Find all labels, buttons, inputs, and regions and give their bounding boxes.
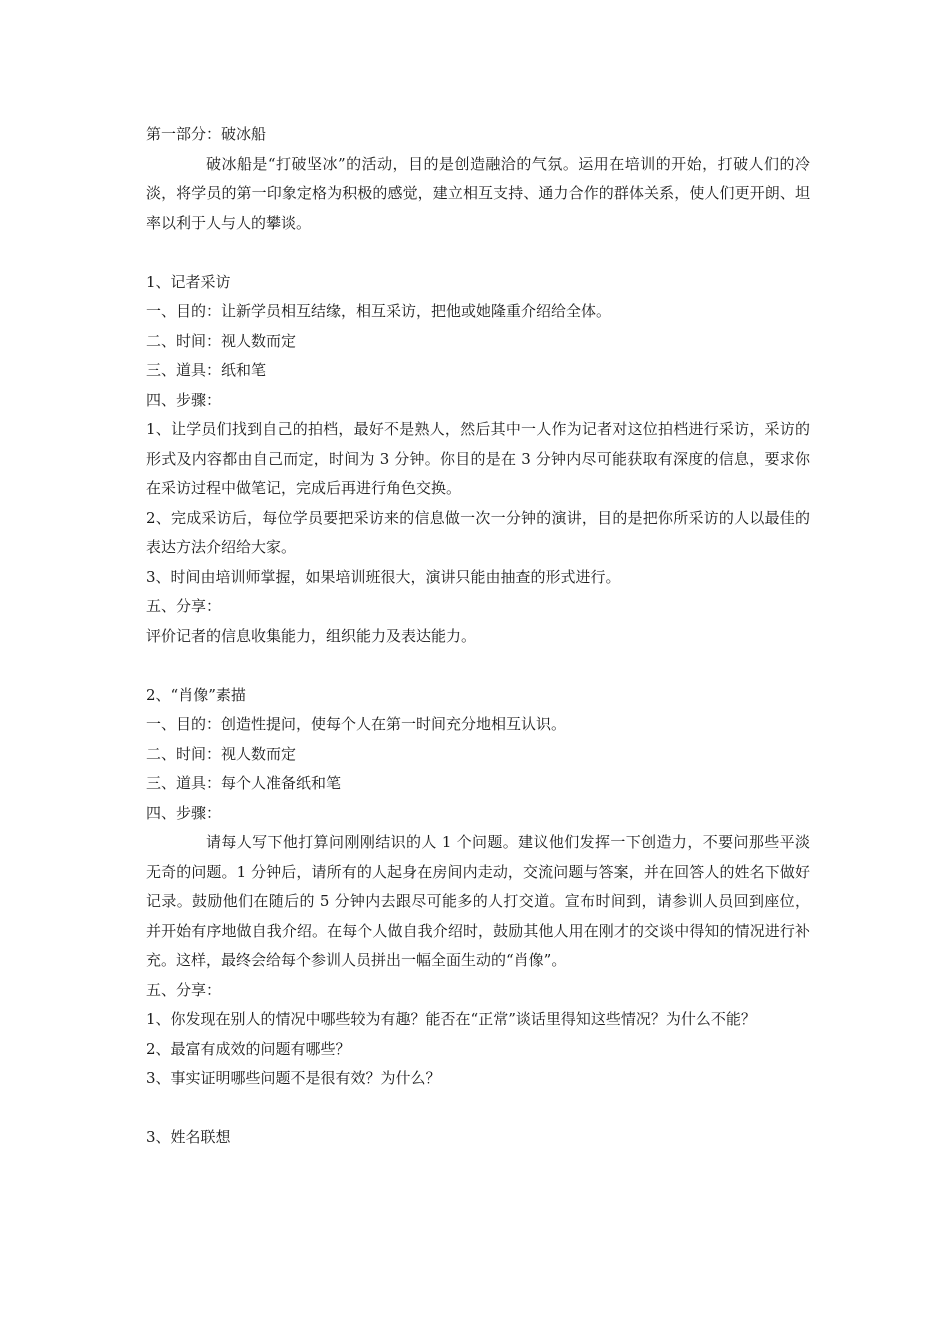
section-2-question-3: 3、事实证明哪些问题不是很有效？为什么？ [146,1069,441,1087]
section-1-time: 二、时间：视人数而定 [146,331,297,350]
section-1-share-label: 五、分享： [146,597,222,615]
section-1-purpose: 一、目的：让新学员相互结缘，相互采访，把他或她隆重介绍给全体。 [146,302,612,320]
section-2-steps-label: 四、步骤： [146,803,222,822]
section-2-title: 2、“肖像”素描 [146,685,246,704]
document-page [146,120,810,1153]
section-2-question-2: 2、最富有成效的问题有哪些？ [146,1039,351,1058]
spacer [146,238,810,268]
section-3-title: 3、姓名联想 [146,1128,231,1146]
section-1-step-2: 2、完成采访后，每位学员要把采访来的信息做一次一分钟的演讲，目的是把你所采访的人以最佳的表达方法介绍给大家。 [146,508,810,556]
section-1-step-1: 1、让学员们找到自己的拍档，最好不是熟人，然后其中一人作为记者对这位拍档进行采访，采访的形式及内容都由自己而定，时间为 3 分钟。你目的是在 3 分钟内尽可能获取有深度的信息，要求你在采访过程中做笔记，完成后再进行角色交换。 [146,420,810,497]
section-2-steps-text: 请每人写下他打算问刚刚结识的人 1 个问题。建议他们发挥一下创造力，不要问那些平淡无奇的问题。1 分钟后，请所有的人起身在房间内走动，交流问题与答案，并在回答人的姓名下做好记录。鼓励他们在随后的 5 分钟内去跟尽可能多的人打交道。宣布时间到，请参训人员回到座位，并开始有序地做自我介绍。在每个人做自我介绍时，鼓励其他人用在刚才的交谈中得知的情况进行补充。这样，最终会给每个参训人员拼出一幅全面生动的“肖像”。 [146,833,810,969]
section-1-step-3: 3、时间由培训师掌握，如果培训班很大，演讲只能由抽查的形式进行。 [146,567,621,586]
section-1-share-text: 评价记者的信息收集能力，组织能力及表达能力。 [146,626,477,645]
section-1-steps-label: 四、步骤： [146,390,222,409]
section-2-share-label: 五、分享： [146,980,222,999]
part-title: 第一部分：破冰船 [146,125,267,143]
section-2-question-1: 1、你发现在别人的情况中哪些较为有趣？能否在“正常”谈话里得知这些情况？为什么不能？ [146,1010,756,1028]
section-2-purpose: 一、目的：创造性提问，使每个人在第一时间充分地相互认识。 [146,715,567,733]
section-2-props: 三、道具：每个人准备纸和笔 [146,774,342,792]
intro-paragraph: 破冰船是“打破坚冰”的活动，目的是创造融洽的气氛。运用在培训的开始，打破人们的冷淡，将学员的第一印象定格为积极的感觉，建立相互支持、通力合作的群体关系，使人们更开朗、坦率以利于人与人的攀谈。 [146,154,810,232]
spacer [146,1094,810,1124]
section-1-props: 三、道具：纸和笔 [146,361,267,379]
spacer [146,651,810,681]
section-1-title: 1、记者采访 [146,272,231,291]
section-2-time: 二、时间：视人数而定 [146,744,297,763]
